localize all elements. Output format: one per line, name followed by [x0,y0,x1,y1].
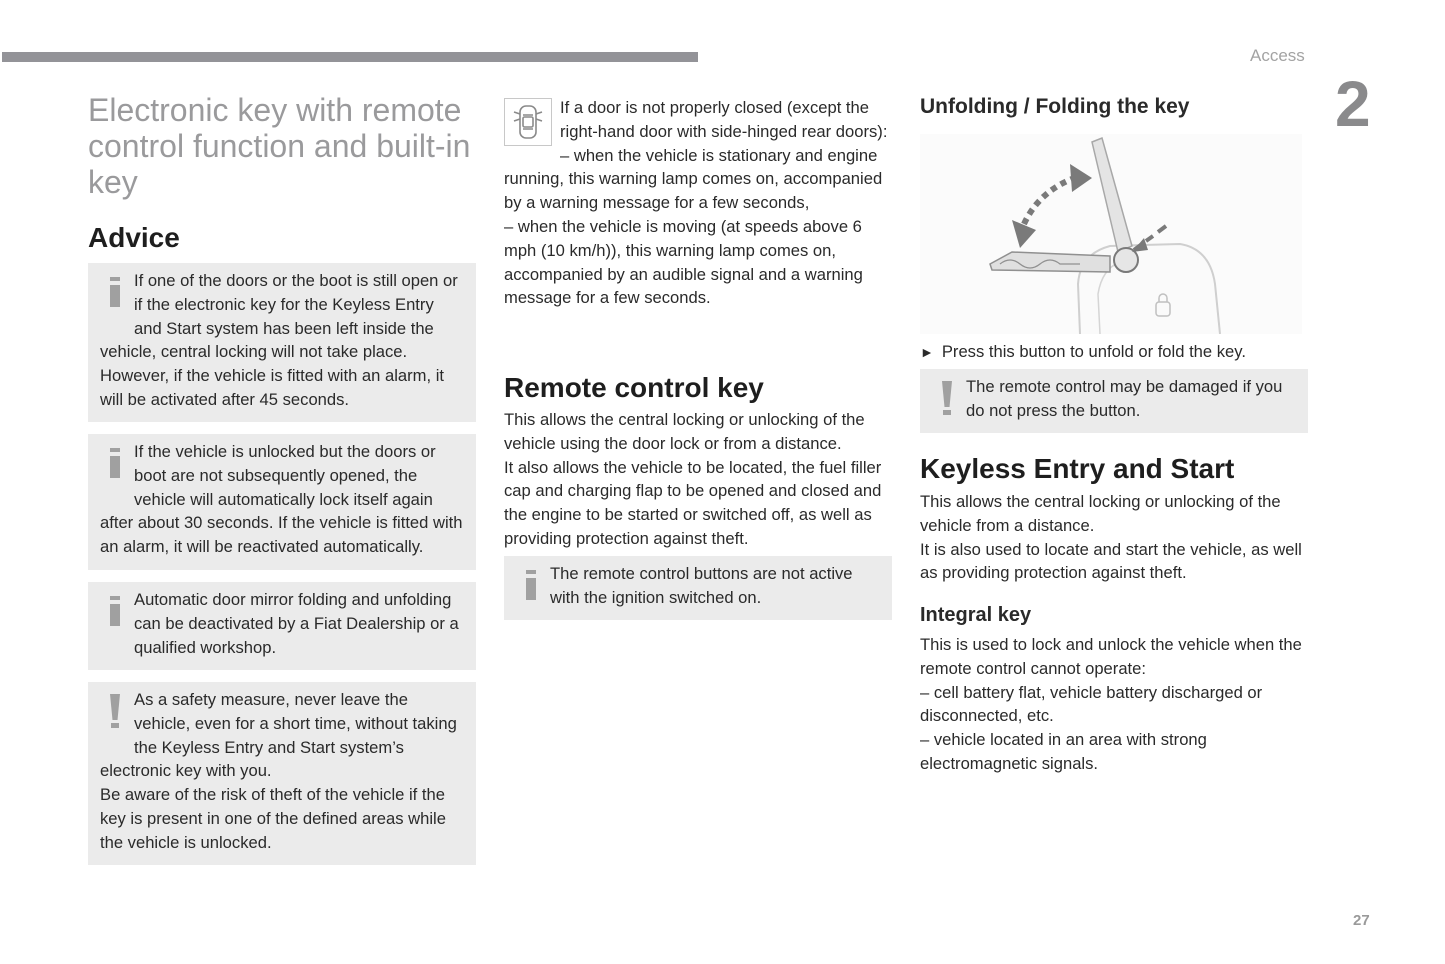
chapter-number: 2 [1335,68,1371,140]
page-number: 27 [1353,912,1370,929]
info-callout-remote-buttons [504,556,892,620]
door-warning-item: – when the vehicle is stationary and engine running, this warning lamp comes on, accompanied by a warning message for a few seconds, [504,145,883,213]
keyless-text [920,490,1312,585]
unfold-instruction [920,340,1246,364]
warning-callout-remote-damage [920,369,1308,433]
remote-control-text [504,408,896,551]
callout-text: Be aware of the risk of theft of the vehicle if the key is present in one of the defined areas while the vehicle is unlocked. [100,785,446,852]
door-open-warning-icon [504,98,552,146]
remote-control-heading: Remote control key [504,372,764,403]
callout-text: The remote control may be damaged if you do not press the button. [966,377,1283,420]
callout-text: The remote control buttons are not active with the ignition switched on. [550,564,853,607]
info-icon [100,273,134,317]
info-icon [100,592,134,636]
instruction-text: Press this button to unfold or fold the key. [941,342,1246,361]
section-label: Access [1250,46,1305,65]
callout-text: If one of the doors or the boot is still open or if the electronic key for the Keyless Entry and Start system has been left inside the vehicle, central locking will not take place. However, if the vehicle is fitted with an alarm, it will be activated after 45 seconds. [100,271,458,409]
door-warning-intro: If a door is not properly closed (except the right-hand door with side-hinged rear doors): [560,98,888,141]
info-callout-auto-relock [88,434,476,570]
list-item: – vehicle located in an area with strong electromagnetic signals. [920,730,1207,773]
paragraph: This allows the central locking or unlocking of the vehicle using the door lock or from a distance. [504,410,865,453]
list-item: – cell battery flat, vehicle battery discharged or disconnected, etc. [920,682,1263,726]
paragraph: This allows the central locking or unlocking of the vehicle from a distance. [920,492,1281,535]
door-warning-lamp-block [504,96,892,310]
info-callout-mirror-folding [88,582,476,670]
info-icon [516,566,550,610]
callout-text: If the vehicle is unlocked but the doors or boot are not subsequently opened, the vehicle will automatically lock itself again after about 30 seconds. If the vehicle is fitted with an alarm, it will be reactivated automatically. [100,442,463,557]
unfolding-heading: Unfolding / Folding the key [920,95,1190,118]
page-title: Electronic key with remote control function and built-in key [88,92,471,200]
key-folding-illustration [920,134,1302,334]
door-warning-item: – when the vehicle is moving (at speeds above 6 mph (10 km/h)), this warning lamp comes on, accompanied by an audible signal and a warning message for a few seconds. [504,216,863,308]
callout-text: Automatic door mirror folding and unfolding can be deactivated by a Fiat Dealership or a qualified workshop. [134,590,459,657]
warning-callout-safety [88,682,476,865]
triangle-bullet-icon: ► [920,344,934,360]
warning-icon [100,692,134,736]
info-icon [100,444,134,488]
warning-icon [932,379,966,423]
integral-key-text [920,633,1312,776]
keyless-heading: Keyless Entry and Start [920,453,1235,484]
integral-key-heading: Integral key [920,604,1032,626]
callout-text: As a safety measure, never leave the vehicle, even for a short time, without taking the Keyless Entry and Start system’s electronic key with you. [100,690,457,781]
info-callout-doors-open [88,263,476,422]
header-bar [2,52,698,62]
paragraph: It also allows the vehicle to be located, the fuel filler cap and charging flap to be opened and closed and the engine to be started or switched off, as well as providing protection against theft. [504,457,882,548]
advice-heading: Advice [88,222,180,253]
paragraph: It is also used to locate and start the vehicle, as well as providing protection against theft. [920,539,1302,583]
paragraph: This is used to lock and unlock the vehicle when the remote control cannot operate: [920,635,1302,678]
